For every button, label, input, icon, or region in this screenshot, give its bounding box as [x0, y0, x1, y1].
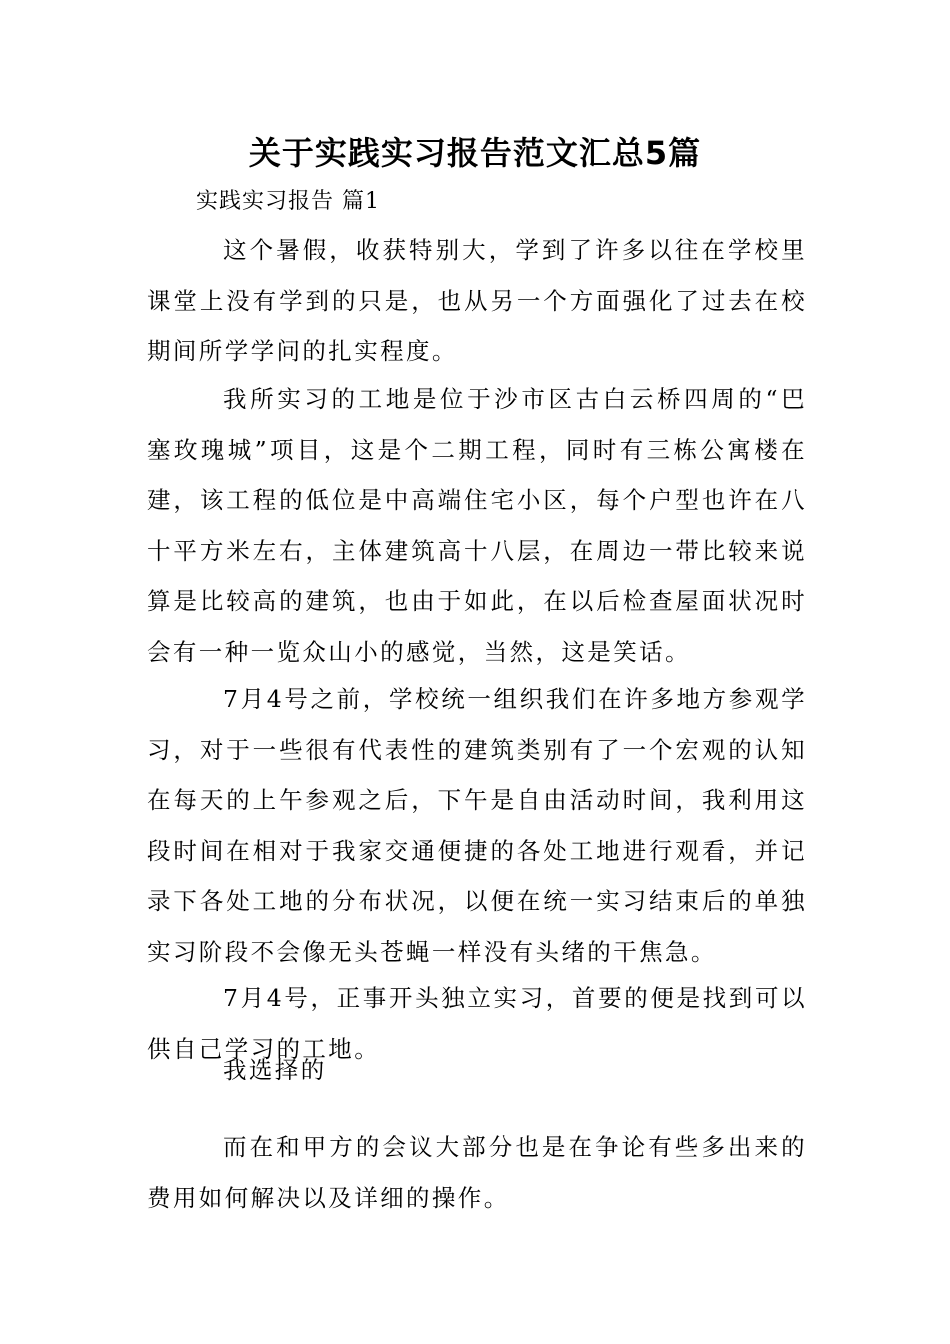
- paragraph: 7月4号之前，学校统一组织我们在许多地方参观学习，对于一些很有代表性的建筑类别有了一个宏观的认知在每天的上午参观之后，下午是自由活动时间，我利用这段时间在相对于我家交通便捷的各处工地进行观看，并记录下各处工地的分布状况，以便在统一实习结束后的单独实习阶段不会像无头苍蝇一样没有头绪的干焦急。: [147, 685, 807, 966]
- document-title: 关于实践实习报告范文汇总5篇: [248, 134, 702, 172]
- section-heading: 实践实习报告 篇1: [196, 189, 380, 214]
- paragraph: 我选择的: [223, 1056, 327, 1084]
- paragraph: 这个暑假，收获特别大，学到了许多以往在学校里课堂上没有学到的只是，也从另一个方面强化了过去在校期间所学学问的扎实程度。: [147, 236, 807, 365]
- paragraph: 而在和甲方的会议大部分也是在争论有些多出来的费用如何解决以及详细的操作。: [147, 1133, 807, 1212]
- paragraph: 我所实习的工地是位于沙市区古白云桥四周的“巴塞玫瑰城”项目，这是个二期工程，同时有三栋公寓楼在建，该工程的低位是中高端住宅小区，每个户型也许在八十平方米左右，主体建筑高十八层，在周边一带比较来说算是比较高的建筑，也由于如此，在以后检查屋面状况时会有一种一览众山小的感觉，当然，这是笑话。: [147, 385, 807, 666]
- paragraph: 7月4号，正事开头独立实习，首要的便是找到可以供自己学习的工地。: [147, 984, 807, 1063]
